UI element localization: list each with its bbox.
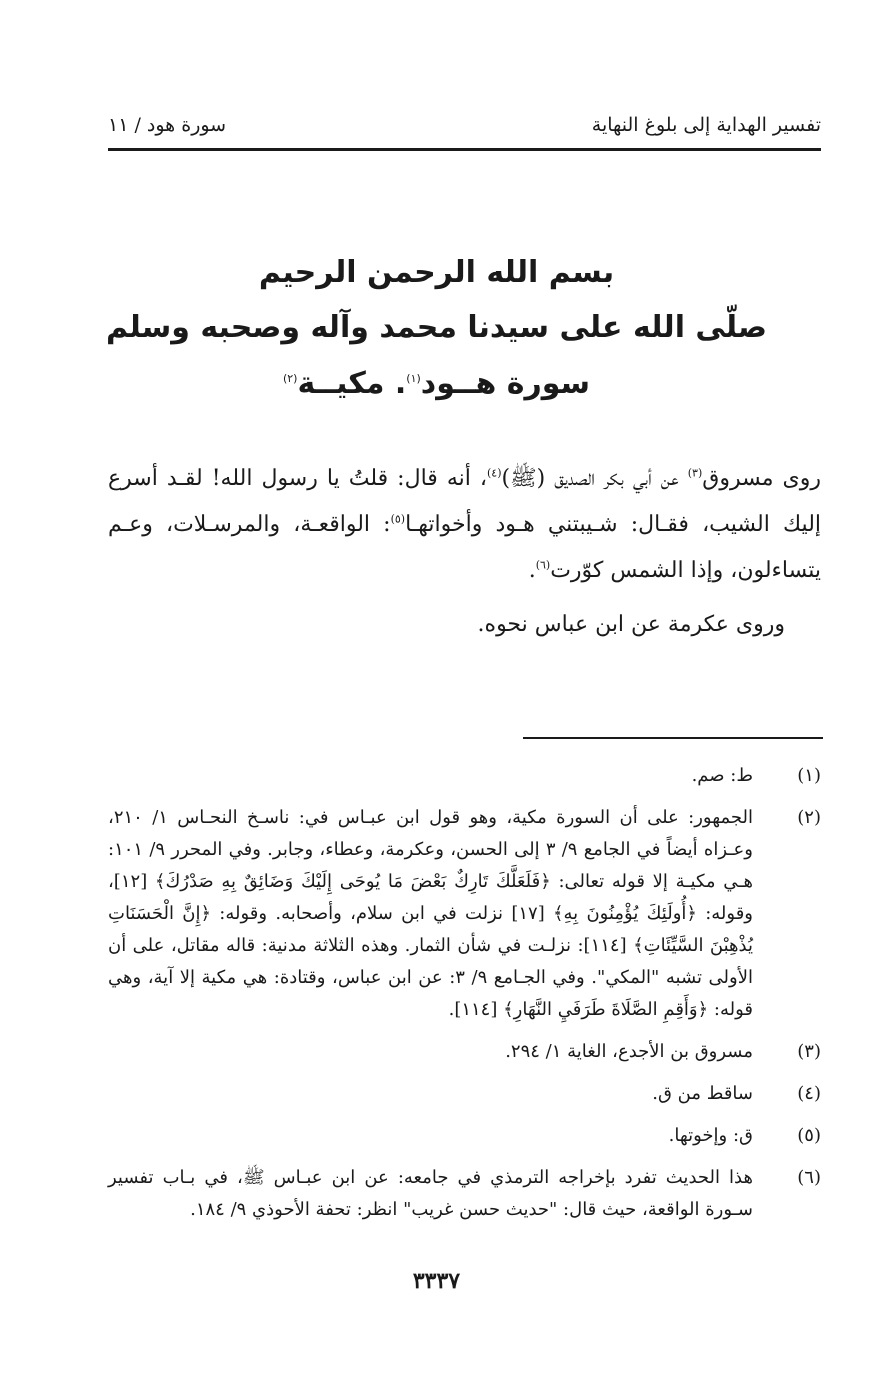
- text-span: : الواقعـة، والمرسـلات، وعـم يتساءلون، وإذا الشمس كوّرت: [108, 512, 821, 583]
- footnote-text: مسروق بن الأجدع، الغاية ١/ ٢٩٤.: [505, 1041, 753, 1062]
- paragraph: وروى عكرمة عن ابن عباس نحوه.: [477, 612, 785, 637]
- surah-name: سورة هــود: [420, 366, 591, 401]
- text-span: عن أبي بكر الصديق (ﷺ): [501, 466, 688, 491]
- footnote-ref: (٥): [390, 512, 406, 526]
- footnote-ref: (٣): [687, 466, 703, 480]
- footnote: [108, 802, 821, 1026]
- footnote-text: ط: صم.: [691, 765, 753, 786]
- footnote-number: (٦): [797, 1167, 821, 1188]
- surah-title: [60, 356, 813, 412]
- footnote-text: الجمهور: على أن السورة مكية، وهو قول ابن عبـاس في: ناسـخ النحـاس ١/ ٢١٠، وعـزاه أيضاً في الجامع ٩/ ٣ إلى الحسن، وعكرمة، وعطاء، وجابر. وفي المحرر ٩/ ١٠١: هـي مكيـة إلا قوله تعالى: ﴿فَلَعَلَّكَ تَارِكٌ بَعْضَ مَا يُوحَى إِلَيْكَ وَضَائِقٌ بِهِ صَدْرُكَ﴾ [١٢]، وقوله: ﴿أُولَئِكَ يُؤْمِنُونَ بِهِ﴾ [١٧] نزلت في ابن سلام، وأصحابه. وقوله: ﴿إِنَّ الْحَسَنَاتِ يُذْهِبْنَ السَّيِّئَاتِ﴾ [١١٤]: نزلـت في شأن الثمار. وهذه الثلاثة مدنية: قاله مقاتل، على أن الأولى تشبه "المكي". وفي الجـامع ٩/ ٣: عن ابن عباس، وقتادة: هي مكية إلا آية، وهي قوله: ﴿وَأَقِمِ الصَّلَاةَ طَرَفَيِ النَّهَارِ﴾ [١١٤].: [108, 807, 753, 1020]
- footnotes: [108, 760, 821, 1236]
- footnote-number: (٣): [797, 1041, 821, 1062]
- page-number: ٣٣٣٧: [412, 1268, 461, 1294]
- footnote: [108, 1162, 821, 1226]
- footnote-ref: (٢): [282, 372, 298, 385]
- footnote-text: ق: وإخوتها.: [668, 1125, 753, 1146]
- footnote-text: ساقط من ق.: [652, 1083, 753, 1104]
- footnote-ref: (٤): [487, 466, 502, 480]
- footnote-separator: [523, 737, 823, 739]
- footnote-number: (٤): [797, 1083, 821, 1104]
- surah-type: . مكيــة: [297, 366, 407, 401]
- salawat: صلّى الله على سيدنا محمد وآله وصحبه وسلم: [105, 310, 768, 345]
- opening-titles: [60, 246, 813, 412]
- footnote-ref: (١): [406, 372, 421, 385]
- footnote: [108, 1120, 821, 1152]
- text-span: .: [528, 558, 536, 583]
- basmala: بسم الله الرحمن الرحيم: [258, 255, 615, 290]
- footnote-text: هذا الحديث تفرد بإخراجه الترمذي في جامعه: عن ابن عبـاس ﷺ، في بـاب تفسير سـورة الواقعة، حيث قال: "حديث حسن غريب" انظر: تحفة الأحوذي ٩/ ١٨٤.: [108, 1167, 753, 1220]
- footnote-number: (٢): [797, 807, 821, 828]
- footnote-number: (١): [797, 765, 821, 786]
- footnote-number: (٥): [797, 1125, 821, 1146]
- running-header: [108, 108, 821, 151]
- footnote-ref: (٦): [535, 558, 551, 572]
- surah-label: سورة هود / ١١: [108, 114, 227, 136]
- paragraph: [108, 456, 821, 594]
- footnote: [108, 760, 821, 792]
- text-span: ، أنه قال: قلتُ يا رسول الله! لقـد أسرع إليك الشيب، فقـال: شـيبتني هـود وأخواتهـا: [108, 466, 822, 537]
- text-span: روى مسروق: [702, 466, 821, 491]
- footnote: [108, 1078, 821, 1110]
- book-title: تفسير الهداية إلى بلوغ النهاية: [591, 114, 821, 136]
- main-text: [108, 456, 821, 648]
- footnote: [108, 1036, 821, 1068]
